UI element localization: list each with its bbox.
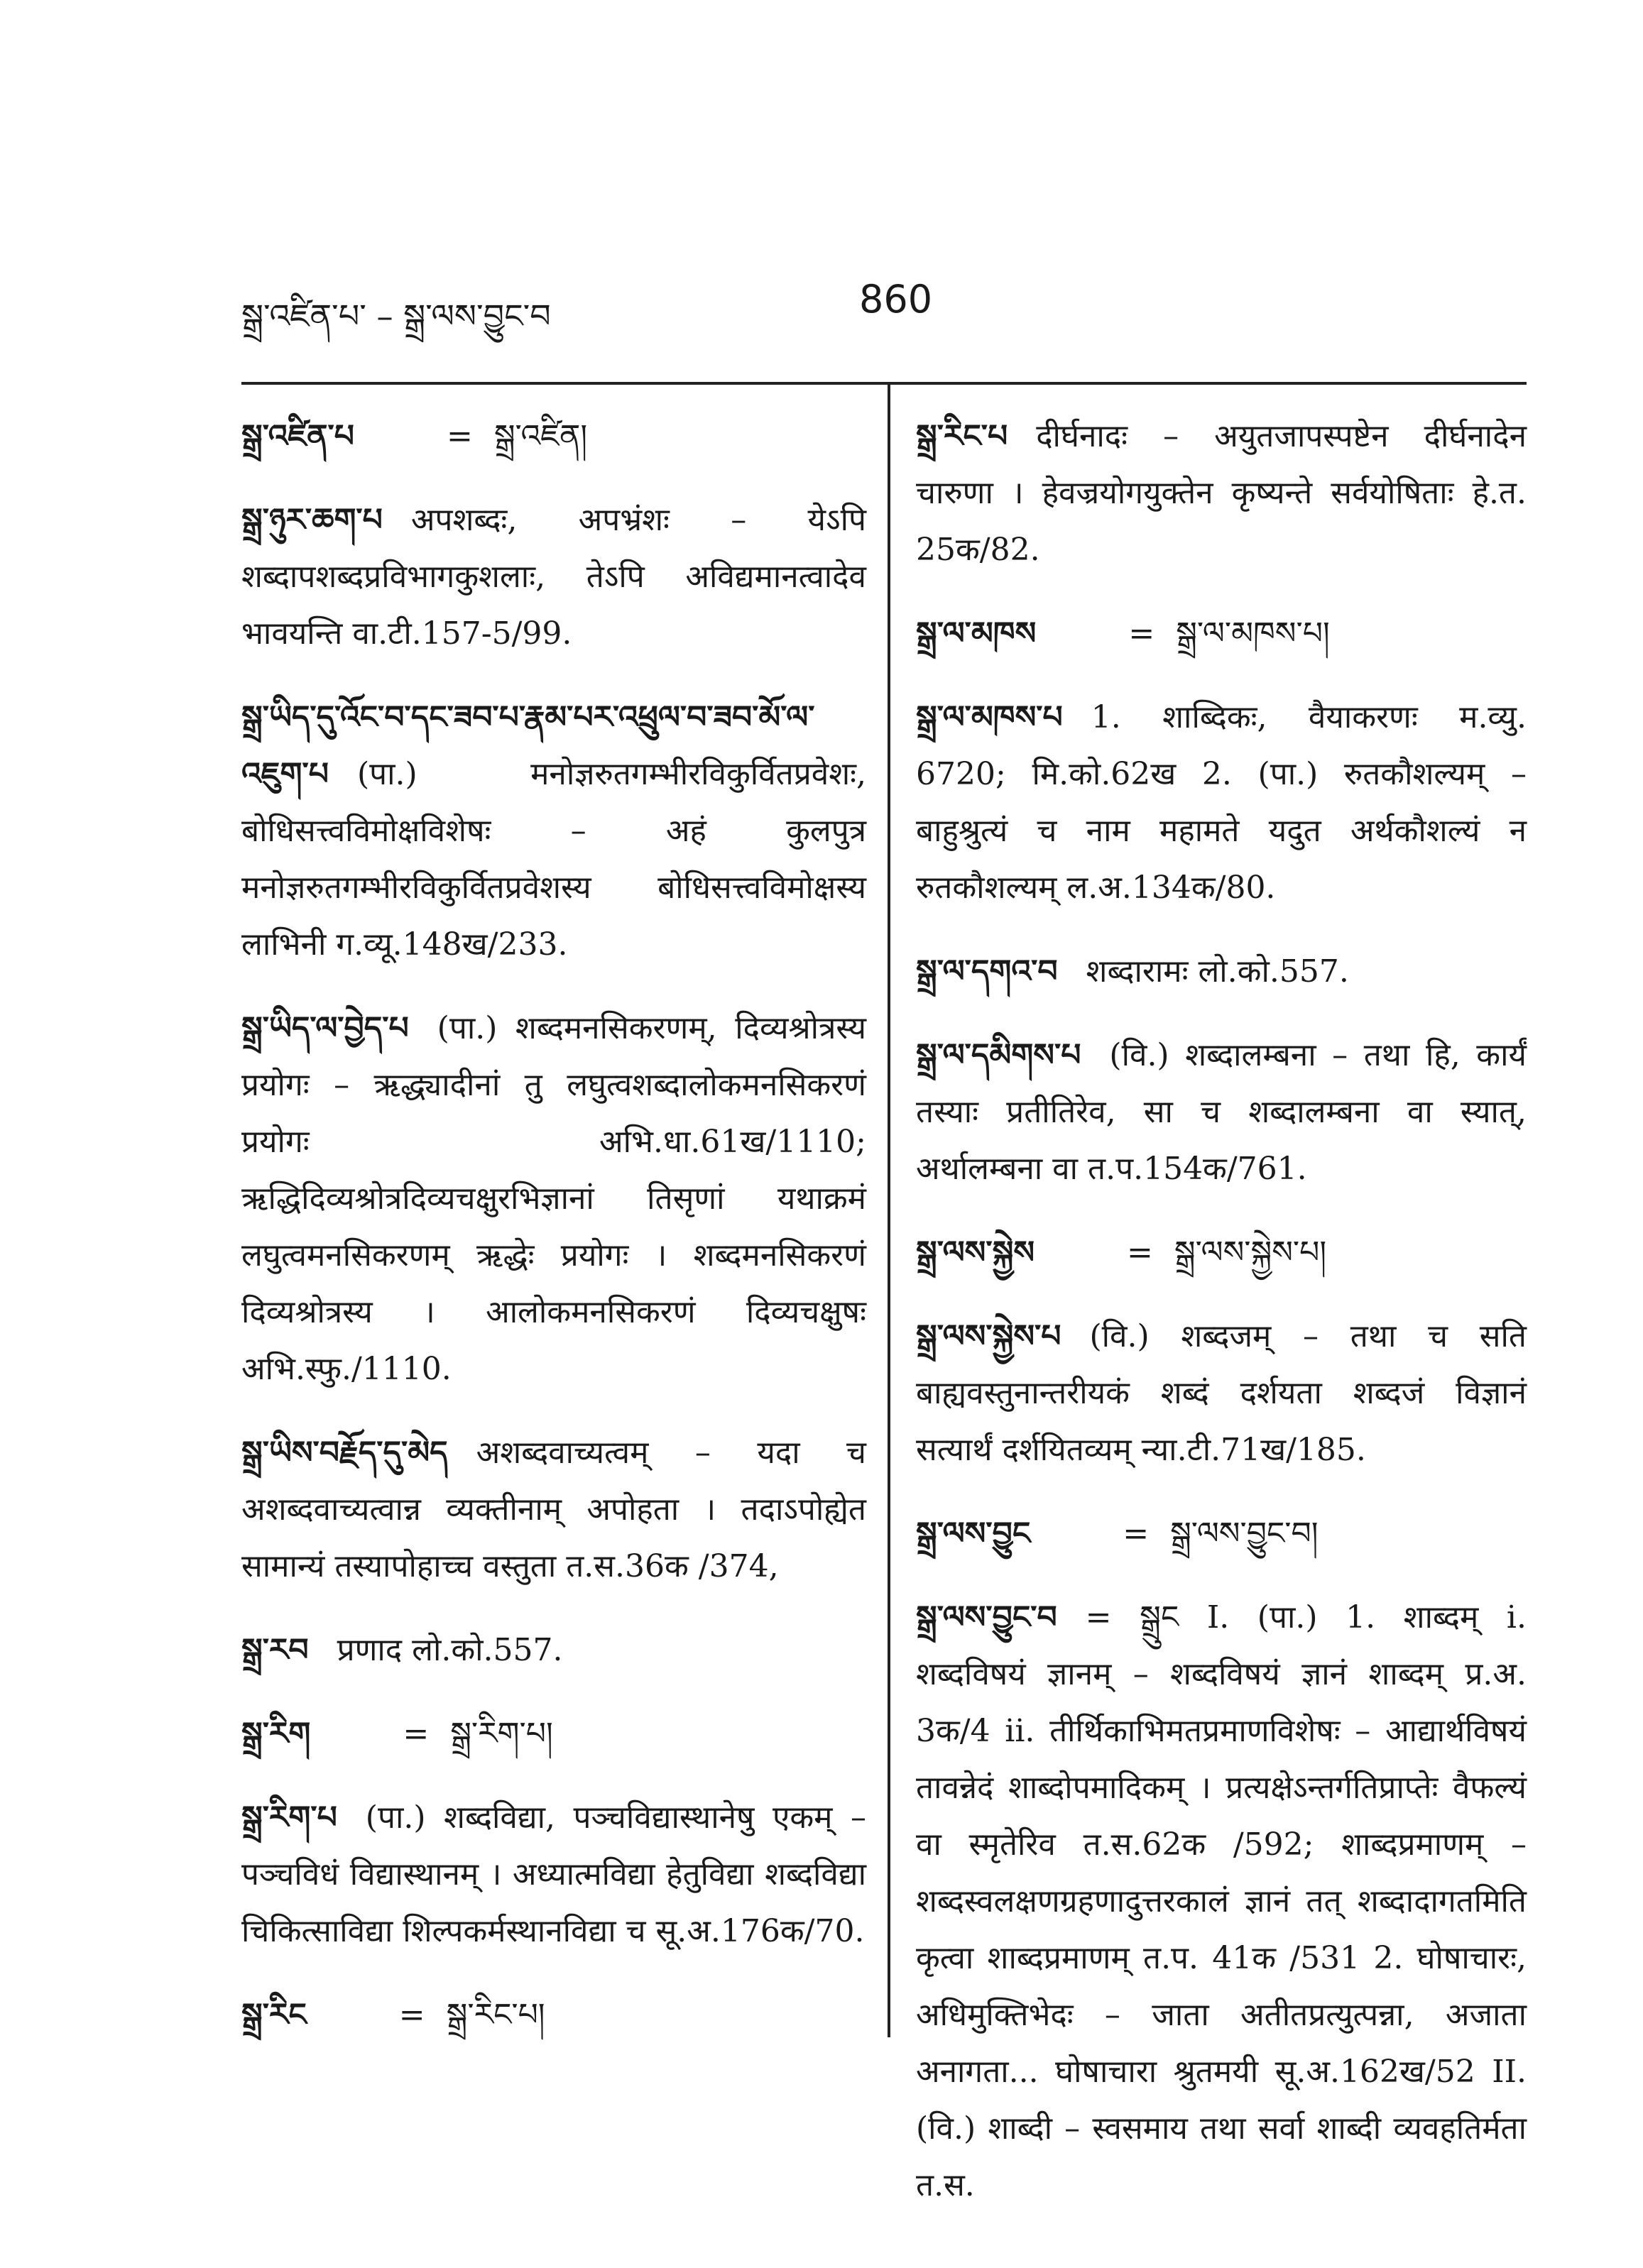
entry-definition: 1. शाब्दिकः, वैयाकरणः म.व्यु. 6720; मि.को.62ख 2. (पा.) रुतकौशल्यम् – बाहुश्रुत्यं च नाम महामते यदुत अर्थकौशल्यं न रुतकौशल्यम् ल.अ.134क/80. [916,699,1527,906]
running-header: སྒྲ་འཛིན་པ་ – སྒྲ་ལས་བྱུང་བ [241,297,551,335]
entry-definition: प्रणाद लो.को.557. [337,1632,563,1668]
entry-cross-reference: སྒྲ་ལས་བྱུང་བ། [1170,1516,1319,1552]
entry-headword: སྒྲ་རིང [241,1997,307,2033]
page-number: 860 [859,277,933,322]
dictionary-entry [241,408,866,465]
dictionary-entry [916,408,1527,579]
entry-headword: སྒྲ་རིག་པ [241,1799,337,1836]
entry-definition: दीर्घनादः – अयुतजापस्पष्टेन दीर्घनादेन चारुणा । हेवज्रयोगयुक्तेन कृष्यन्ते सर्वयोषिताः हे.त. 25क/82. [916,418,1527,568]
dictionary-entry [241,1000,866,1398]
header-rule [241,382,1527,385]
entry-definition: (वि.) शब्दालम्बना – तथा हि, कार्यं तस्याः प्रतीतिरेव, सा च शब्दालम्बना वा स्यात्, अर्थालम्बना वा त.प.154क/761. [916,1037,1527,1187]
entry-headword: སྒྲ་ཡིད་དུ་འོང་བ་དང་ཟབ་པ་རྣམ་པར་འཕྲུལ་བ་ཟབ་མོ་ལ་འཇུག་པ [241,699,815,792]
entry-headword: སྒྲ་ལ་མཁས་པ [916,699,1063,735]
column-divider [888,383,890,2037]
entry-headword: སྒྲ་རིང་པ [916,418,1008,454]
dictionary-entry [916,1225,1527,1281]
entry-definition: (पा.) शब्दमनसिकरणम्, दिव्यश्रोत्रस्य प्रयोगः – ऋद्ध्यादीनां तु लघुत्वशब्दालोकमनसिकरणं प्रयोगः अभि.धा.61ख/1110; ऋद्धिदिव्यश्रोत्रदिव्यचक्षुरभिज्ञानां तिसृणां यथाक्रमं लघुत्वमनसिकरणम् ऋद्धेः प्रयोगः । शब्दमनसिकरणं दिव्यश्रोत्रस्य । आलोकमनसिकरणं दिव्यचक्षुषः अभि.स्फु./1110. [241,1010,866,1387]
entry-headword: སྒྲ་ལས་སྐྱེས་པ [916,1318,1061,1354]
entry-definition: शब्दारामः लो.को.557. [1086,953,1349,990]
entry-headword: སྒྲ་རིག [241,1716,311,1752]
entry-headword: སྒྲ་ལས་བྱུང་བ [916,1599,1057,1636]
dictionary-entry [916,943,1527,1000]
entry-headword: སྒྲ་ལས་སྐྱེས [916,1234,1035,1271]
entry-cross-reference: སྒྲ་རིག་པ། [450,1716,553,1752]
entry-equals: = [446,418,473,454]
entry-headword: སྒྲ་ལ་མཁས [916,615,1037,652]
dictionary-entry [241,492,866,662]
entry-cross-reference: སྒྲ་ལ་མཁས་པ། [1176,615,1330,652]
entry-headword: སྒྲ་ལ་དགའ་བ [916,953,1058,990]
entry-equals: = [403,1716,430,1752]
dictionary-entry [241,1987,866,2044]
dictionary-entry [241,1425,866,1595]
entry-headword: སྒྲ་རབ [241,1632,309,1668]
entry-definition: (पा.) शब्दविद्या, पञ्चविद्यास्थानेषु एकम् – पञ्चविधं विद्यास्थानम् । अध्यात्मविद्या हेतुविद्या शब्दविद्या चिकित्साविद्या शिल्पकर्मस्थानविद्या च सू.अ.176क/70. [241,1799,866,1949]
entry-headword: སྒྲ་ལ་དམིགས་པ [916,1037,1081,1073]
dictionary-entry [241,1706,866,1763]
entry-definition: = སྒྲུང I. (पा.) 1. शाब्दम् i. शब्दविषयं ज्ञानम् – शब्दविषयं ज्ञानं शाब्दम् प्र.अ. 3क/4 ii. तीर्थिकाभिमतप्रमाणविशेषः – आद्यार्थविषयं तावन्नेदं शाब्दोपमादिकम् । प्रत्यक्षेऽन्तर्गतिप्राप्तेः वैफल्यं वा स्मृतेरिव त.स.62क /592; शाब्दप्रमाणम् – शब्दस्वलक्षणग्रहणादुत्तरकालं ज्ञानं तत् शब्दादागतमिति कृत्वा शाब्दप्रमाणम् त.प. 41क /531 2. घोषाचारः, अधिमुक्तिभेदः – जाता अतीतप्रत्युत्पन्ना, अजाता अनागता... घोषाचारा श्रुतमयी सू.अ.162ख/52 II. (वि.) शाब्दी – स्वसमाय तथा सर्वा शाब्दी व्यवहतिर्मता त.स. [916,1599,1527,2203]
dictionary-entry [916,606,1527,662]
entry-headword: སྒྲ་ལས་བྱུང [916,1516,1031,1552]
dictionary-entry [916,1506,1527,1562]
entry-equals: = [398,1997,425,2033]
entry-cross-reference: སྒྲ་རིང་པ། [446,1997,545,2033]
entry-equals: = [1128,615,1155,652]
entry-definition: अपशब्दः, अपभ्रंशः – येऽपि शब्दापशब्दप्रविभागकुशलाः, तेऽपि अविद्यमानत्वादेव भावयन्ति वा.टी.157-5/99. [241,502,866,652]
entry-headword: སྒྲ་འཛིན་པ [241,418,354,454]
entry-definition: (वि.) शब्दजम् – तथा च सति बाह्यवस्तुनान्तरीयकं शब्दं दर्शयता शब्दजं विज्ञानं सत्यार्थं दर्शयितव्यम् न्या.टी.71ख/185. [916,1318,1527,1468]
entry-definition: अशब्दवाच्यत्वम् – यदा च अशब्दवाच्यत्वान्न व्यक्तीनाम् अपोहता । तदाऽपोह्येत सामान्यं तस्यापोहाच्च वस्तुता त.स.36क /374, [241,1435,866,1584]
entry-cross-reference: སྒྲ་འཛིན། [493,418,588,454]
left-column [241,408,866,2071]
entry-headword: སྒྲ་ཡིད་ལ་བྱེད་པ [241,1010,409,1046]
entry-headword: སྒྲ་ཉུར་ཆག་པ [241,502,383,538]
dictionary-entry [241,1622,866,1679]
entry-definition: (पा.) मनोज्ञरुतगम्भीरविकुर्वितप्रवेशः, बोधिसत्त्वविमोक्षविशेषः – अहं कुलपुत्र मनोज्ञरुतगम्भीरविकुर्वितप्रवेशस्य बोधिसत्त्वविमोक्षस्य लाभिनी ग.व्यू.148ख/233. [241,756,866,963]
entry-headword: སྒྲ་ཡིས་བརྗོད་དུ་མེད [241,1435,448,1471]
right-column [916,408,1527,2241]
entry-equals: = [1127,1234,1153,1271]
dictionary-entry [916,1027,1527,1198]
entry-cross-reference: སྒྲ་ལས་སྐྱེས་པ། [1174,1234,1327,1271]
dictionary-entry [916,689,1527,916]
dictionary-entry [241,689,866,973]
dictionary-entry [916,1589,1527,2214]
dictionary-entry [916,1308,1527,1479]
entry-equals: = [1123,1516,1150,1552]
dictionary-entry [241,1790,866,1960]
